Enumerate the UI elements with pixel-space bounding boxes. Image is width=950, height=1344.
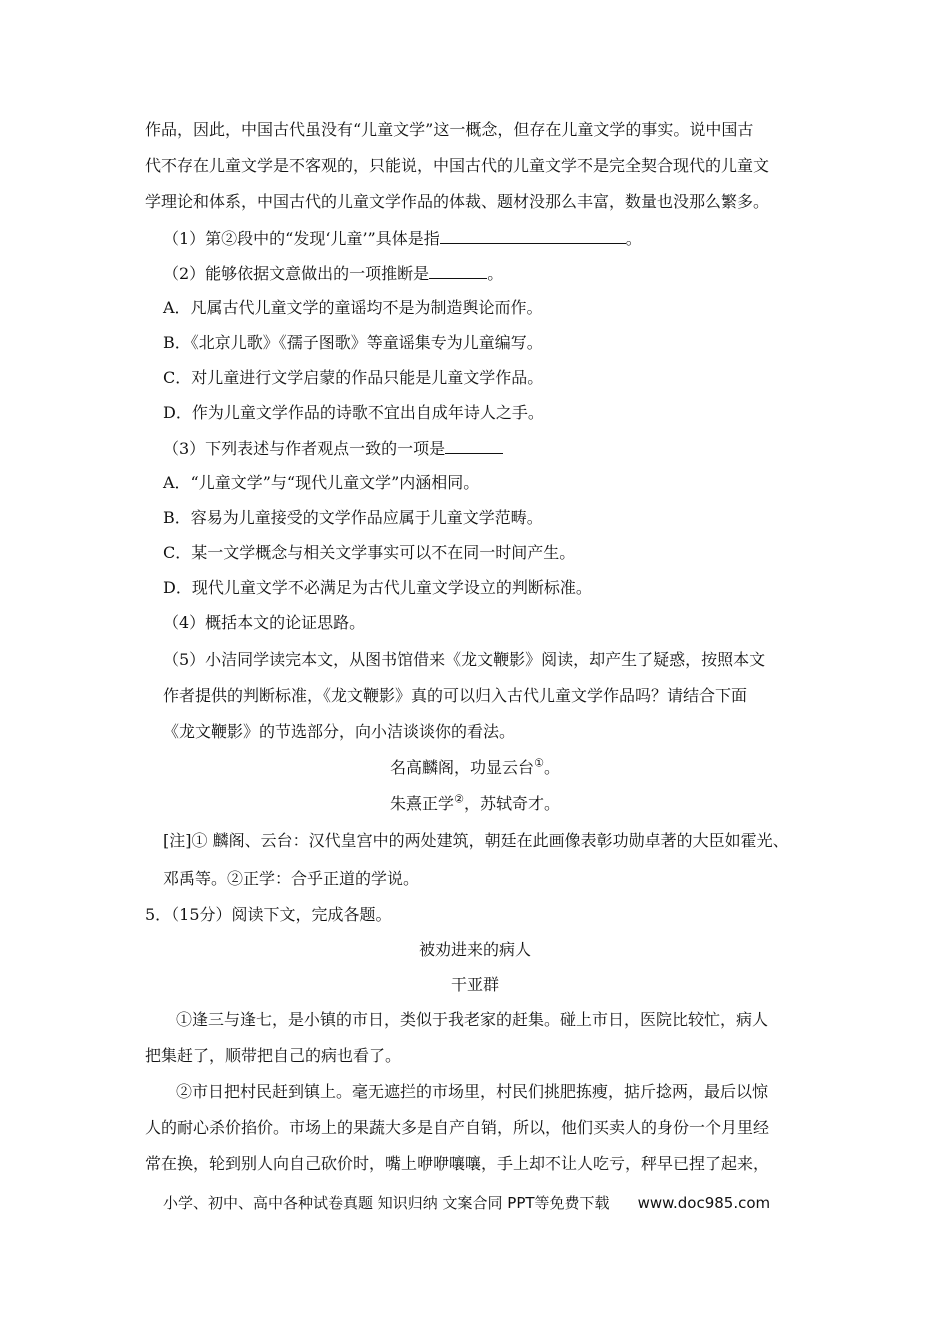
question-4: （4）概括本文的论证思路。 bbox=[163, 613, 366, 632]
question-3 bbox=[163, 437, 950, 460]
passage-line: 学理论和体系，中国古代的儿童文学作品的体裁、题材没那么丰富，数量也没那么繁多。 bbox=[145, 192, 770, 211]
page-footer bbox=[163, 1192, 770, 1213]
question-2-end: 。 bbox=[487, 264, 504, 283]
answer-blank[interactable] bbox=[429, 262, 487, 279]
option-d: D．作为儿童文学作品的诗歌不宜出自成年诗人之手。 bbox=[163, 403, 544, 422]
option-d: D．现代儿童文学不必满足为古代儿童文学设立的判断标准。 bbox=[163, 578, 592, 597]
footer-url-link[interactable]: www.doc985.com bbox=[637, 1194, 771, 1212]
question-5-line: 《龙文鞭影》的节选部分，向小洁谈谈你的看法。 bbox=[163, 722, 516, 741]
question-1-end: 。 bbox=[625, 229, 642, 248]
answer-blank[interactable] bbox=[445, 437, 503, 454]
question-2 bbox=[163, 262, 950, 285]
answer-blank[interactable] bbox=[440, 227, 626, 244]
poem-line: 朱熹正学②，苏轼奇才。 bbox=[390, 792, 560, 813]
article-title: 被劝进来的病人 bbox=[418, 940, 531, 959]
article-paragraph-line: ②市日把村民赶到镇上。毫无遮拦的市场里，村民们挑肥拣瘦，掂斤捻两，最后以惊 bbox=[176, 1082, 769, 1101]
option-a: A．凡属古代儿童文学的童谣均不是为制造舆论而作。 bbox=[163, 298, 543, 317]
article-paragraph-line: ①逢三与逢七，是小镇的市日，类似于我老家的赶集。碰上市日，医院比较忙，病人 bbox=[176, 1010, 769, 1029]
passage-line: 作品，因此，中国古代虽没有“儿童文学”这一概念，但存在儿童文学的事实。说中国古 bbox=[145, 120, 754, 139]
option-b: B．容易为儿童接受的文学作品应属于儿童文学范畴。 bbox=[163, 508, 543, 527]
poem-line: 名高麟阁，功显云台①。 bbox=[390, 756, 560, 777]
article-paragraph-line: 人的耐心杀价掐价。市场上的果蔬大多是自产自销，所以，他们买卖人的身份一个月里经 bbox=[145, 1118, 770, 1137]
question-1-text: （1）第②段中的“发现‘儿童’”具体是指 bbox=[163, 229, 440, 248]
question-5-line: （5）小洁同学读完本文，从图书馆借来《龙文鞭影》阅读，却产生了疑惑，按照本文 bbox=[163, 650, 766, 669]
question-3-text: （3）下列表述与作者观点一致的一项是 bbox=[163, 439, 446, 458]
option-c: C．对儿童进行文学启蒙的作品只能是儿童文学作品。 bbox=[163, 368, 544, 387]
section-heading: 5．（15分）阅读下文，完成各题。 bbox=[145, 905, 392, 924]
note-line: [注]① 麟阁、云台：汉代皇宫中的两处建筑，朝廷在此画像表彰功勋卓著的大臣如霍光、 bbox=[163, 831, 789, 850]
option-b: B．《北京儿歌》《孺子图歌》等童谣集专为儿童编写。 bbox=[163, 333, 543, 352]
article-paragraph-line: 常在换，轮到别人向自己砍价时，嘴上咿咿嚷嚷，手上却不让人吃亏，秤早已捏了起来， bbox=[145, 1154, 770, 1173]
question-5-line: 作者提供的判断标准，《龙文鞭影》真的可以归入古代儿童文学作品吗？请结合下面 bbox=[163, 686, 748, 705]
question-1 bbox=[163, 227, 950, 250]
option-c: C．某一文学概念与相关文学事实可以不在同一时间产生。 bbox=[163, 543, 576, 562]
note-line: 邓禹等。②正学：合乎正道的学说。 bbox=[163, 869, 420, 888]
passage-line: 代不存在儿童文学是不客观的，只能说，中国古代的儿童文学不是完全契合现代的儿童文 bbox=[145, 156, 770, 175]
question-2-text: （2）能够依据文意做出的一项推断是 bbox=[163, 264, 430, 283]
footer-text: 小学、初中、高中各种试卷真题 知识归纳 文案合同 PPT等免费下载 bbox=[163, 1194, 610, 1212]
article-paragraph-line: 把集赶了，顺带把自己的病也看了。 bbox=[145, 1046, 402, 1065]
article-author: 干亚群 bbox=[450, 975, 499, 994]
option-a: A．“儿童文学”与“现代儿童文学”内涵相同。 bbox=[163, 473, 480, 492]
